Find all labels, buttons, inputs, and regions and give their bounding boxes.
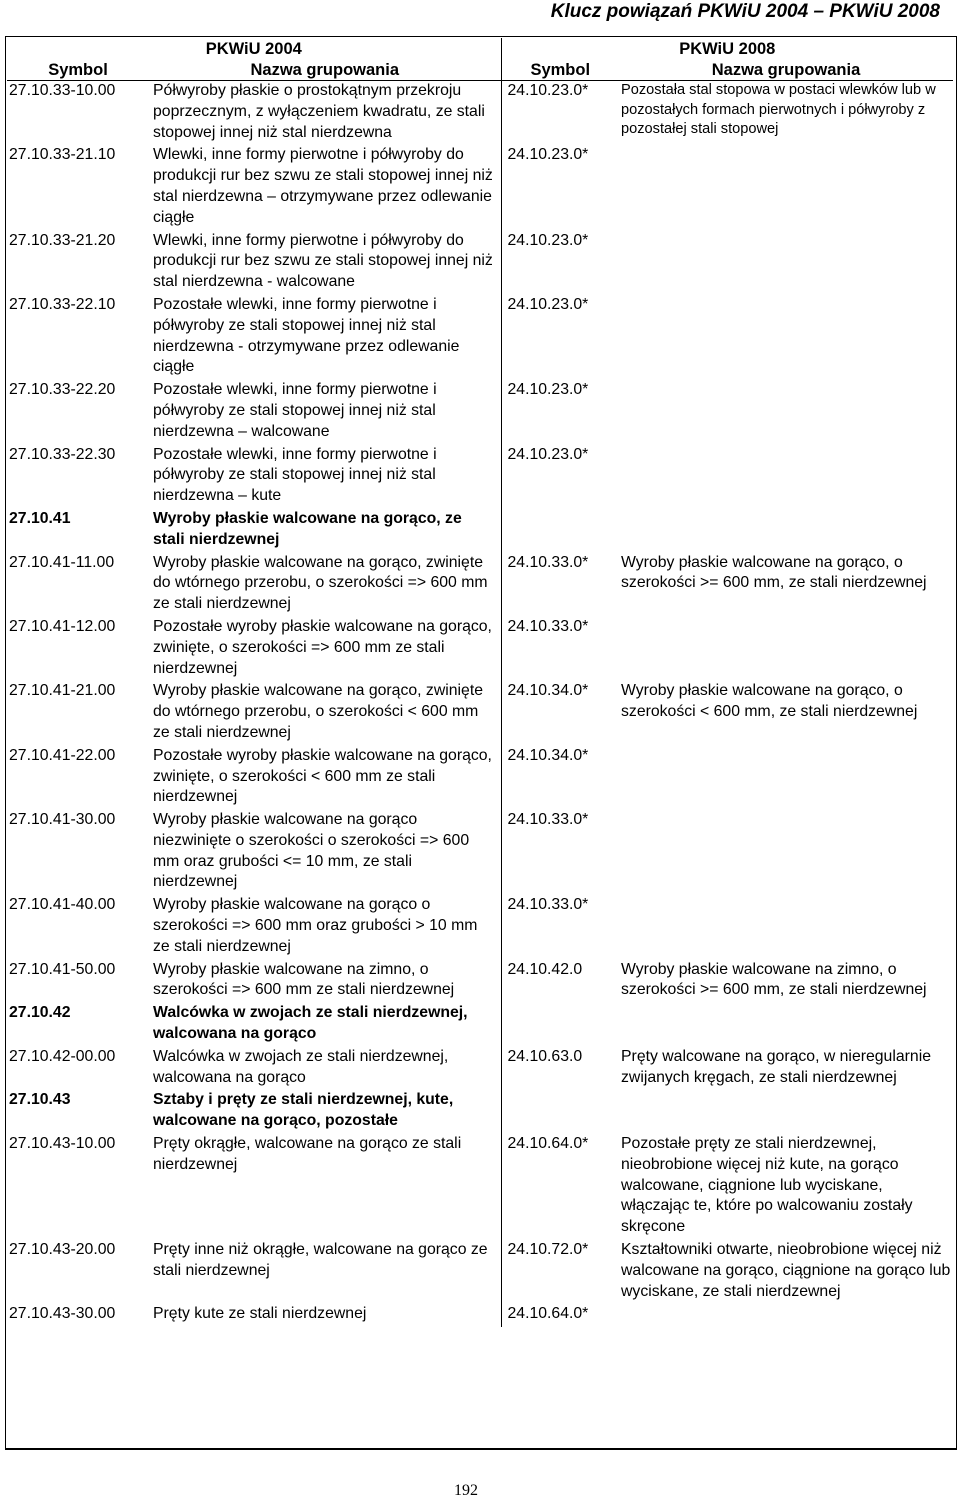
table-row bbox=[7, 509, 953, 553]
table-row bbox=[7, 553, 953, 617]
symbol-2004-cell: 27.10.42-00.00 bbox=[9, 1047, 116, 1065]
symbol-2004-cell: 27.10.41-11.00 bbox=[9, 553, 115, 571]
name-2008-cell bbox=[619, 380, 953, 444]
symbol-2004-cell: 27.10.43-10.00 bbox=[9, 1135, 116, 1153]
symbol-2004-cell: 27.10.33-22.30 bbox=[9, 445, 116, 463]
symbol-2008-cell: 24.10.23.0* bbox=[507, 445, 589, 463]
name-2004-cell: Wyroby płaskie walcowane na gorąco, ze stali nierdzewnej bbox=[149, 509, 501, 553]
header-symbol-2004: Symbol bbox=[7, 59, 149, 81]
name-2004-cell: Wyroby płaskie walcowane na gorąco o szerokości => 600 mm oraz grubości > 10 mm ze stali nierdzewnej bbox=[149, 895, 501, 959]
table-row bbox=[7, 380, 953, 444]
header-symbol-2008: Symbol bbox=[501, 59, 619, 81]
table-row bbox=[7, 1304, 953, 1327]
footer-rule bbox=[5, 1448, 957, 1449]
correspondence-table bbox=[7, 38, 953, 1327]
table-row bbox=[7, 895, 953, 959]
document-title: Klucz powiązań PKWiU 2004 – PKWiU 2008 bbox=[550, 1, 940, 22]
table-row bbox=[7, 960, 953, 1004]
name-2008-cell: Kształtowniki otwarte, nieobrobione więcej niż walcowane na gorąco, ciągnione na gorąco lub wyciskane, ze stali nierdzewnej bbox=[621, 1241, 951, 1300]
name-2004-cell: Wyroby płaskie walcowane na gorąco niezwinięte o szerokości o szerokości => 600 mm oraz grubości <= 10 mm, ze stali nierdzewnej bbox=[149, 810, 501, 895]
symbol-2008-cell: 24.10.64.0* bbox=[507, 1135, 589, 1153]
symbol-2004-cell: 27.10.33-22.20 bbox=[9, 381, 116, 399]
table-row bbox=[7, 1047, 953, 1091]
symbol-2008-cell bbox=[501, 1090, 619, 1134]
symbol-2008-cell: 24.10.42.0 bbox=[507, 960, 583, 978]
table-row bbox=[7, 295, 953, 380]
name-2004-cell: Wyroby płaskie walcowane na gorąco, zwinięte do wtórnego przerobu, o szerokości => 600 mm ze stali nierdzewnej bbox=[149, 553, 501, 617]
name-2008-cell bbox=[619, 746, 953, 810]
symbol-2008-cell: 24.10.23.0* bbox=[507, 381, 589, 399]
name-2004-cell: Pozostałe wlewki, inne formy pierwotne i półwyroby ze stali stopowej innej niż stal nierdzewna – walcowane bbox=[149, 380, 501, 444]
table-row bbox=[7, 1003, 953, 1047]
name-2004-cell: Wyroby płaskie walcowane na gorąco, zwinięte do wtórnego przerobu, o szerokości < 600 mm ze stali nierdzewnej bbox=[149, 681, 501, 745]
name-2004-cell: Pręty okrągłe, walcowane na gorąco ze stali nierdzewnej bbox=[149, 1134, 501, 1240]
name-2004-cell: Wlewki, inne formy pierwotne i półwyroby do produkcji rur bez szwu ze stali stopowej innej niż stal nierdzewna – otrzymywane przez odlewanie ciągłe bbox=[149, 145, 501, 230]
name-2008-cell bbox=[619, 445, 953, 509]
header-pkwiu-2008: PKWiU 2008 bbox=[679, 39, 776, 58]
symbol-2008-cell: 24.10.33.0* bbox=[507, 811, 589, 829]
table-row bbox=[7, 617, 953, 681]
symbol-2008-cell: 24.10.33.0* bbox=[507, 617, 589, 635]
symbol-2004-cell: 27.10.33-22.10 bbox=[9, 295, 116, 313]
name-2004-cell: Sztaby i pręty ze stali nierdzewnej, kute, walcowane na gorąco, pozostałe bbox=[149, 1090, 501, 1134]
name-2008-cell bbox=[619, 509, 953, 553]
name-2008-cell bbox=[619, 1003, 953, 1047]
symbol-2004-cell: 27.10.41 bbox=[9, 509, 71, 527]
symbol-2004-cell: 27.10.41-50.00 bbox=[9, 960, 116, 978]
header-name-2004: Nazwa grupowania bbox=[149, 59, 501, 81]
symbol-2008-cell: 24.10.63.0 bbox=[507, 1047, 583, 1065]
page-number: 192 bbox=[454, 1482, 478, 1499]
name-2004-cell: Półwyroby płaskie o prostokątnym przekroju poprzecznym, z wyłączeniem kwadratu, ze stali stopowej innej niż stal nierdzewna bbox=[149, 81, 501, 146]
symbol-2004-cell: 27.10.41-40.00 bbox=[9, 896, 116, 914]
symbol-2008-cell: 24.10.33.0* bbox=[507, 553, 589, 571]
symbol-2008-cell bbox=[501, 1003, 619, 1047]
name-2008-cell bbox=[619, 810, 953, 895]
name-2004-cell: Pręty inne niż okrągłe, walcowane na gorąco ze stali nierdzewnej bbox=[149, 1240, 501, 1304]
symbol-2008-cell: 24.10.23.0* bbox=[507, 146, 589, 164]
table-row bbox=[7, 81, 953, 146]
table-row bbox=[7, 1134, 953, 1240]
name-2008-cell: Pręty walcowane na gorąco, w nieregularnie zwijanych kręgach, ze stali nierdzewnej bbox=[621, 1047, 931, 1086]
symbol-2008-cell: 24.10.33.0* bbox=[507, 896, 589, 914]
name-2004-cell: Walcówka w zwojach ze stali nierdzewnej, walcowana na gorąco bbox=[149, 1047, 501, 1091]
name-2004-cell: Walcówka w zwojach ze stali nierdzewnej, walcowana na gorąco bbox=[149, 1003, 501, 1047]
name-2008-cell bbox=[619, 1304, 953, 1327]
name-2008-cell bbox=[619, 231, 953, 295]
table-row bbox=[7, 746, 953, 810]
symbol-2008-cell: 24.10.64.0* bbox=[507, 1305, 589, 1323]
table-row bbox=[7, 1240, 953, 1304]
name-2004-cell: Pozostałe wyroby płaskie walcowane na gorąco, zwinięte, o szerokości => 600 mm ze stali nierdzewnej bbox=[149, 617, 501, 681]
name-2008-cell bbox=[619, 295, 953, 380]
symbol-2008-cell: 24.10.23.0* bbox=[507, 82, 589, 99]
symbol-2008-cell: 24.10.23.0* bbox=[507, 231, 589, 249]
name-2008-cell bbox=[619, 1090, 953, 1134]
name-2004-cell: Pozostałe wlewki, inne formy pierwotne i półwyroby ze stali stopowej innej niż stal nierdzewna - otrzymywane przez odlewanie ciągłe bbox=[149, 295, 501, 380]
name-2008-cell: Pozostała stal stopowa w postaci wlewków lub w pozostałych formach pierwotnych i półwyroby z pozostałej stali stopowej bbox=[621, 82, 936, 137]
symbol-2004-cell: 27.10.43 bbox=[9, 1091, 71, 1109]
symbol-2004-cell: 27.10.33-21.10 bbox=[9, 146, 116, 164]
symbol-2004-cell: 27.10.42 bbox=[9, 1004, 71, 1022]
symbol-2004-cell: 27.10.33-10.00 bbox=[9, 82, 116, 99]
name-2004-cell: Pozostałe wlewki, inne formy pierwotne i półwyroby ze stali stopowej innej niż stal nierdzewna – kute bbox=[149, 445, 501, 509]
table-row bbox=[7, 231, 953, 295]
name-2004-cell: Pręty kute ze stali nierdzewnej bbox=[149, 1304, 501, 1327]
name-2008-cell: Wyroby płaskie walcowane na gorąco, o szerokości >= 600 mm, ze stali nierdzewnej bbox=[621, 553, 927, 592]
name-2004-cell: Wlewki, inne formy pierwotne i półwyroby do produkcji rur bez szwu ze stali stopowej innej niż stal nierdzewna - walcowane bbox=[149, 231, 501, 295]
name-2008-cell: Pozostałe pręty ze stali nierdzewnej, nieobrobione więcej niż kute, na gorąco walcowane, ciągnione lub wyciskane, włączając te, które po walcowaniu zostały skręcone bbox=[621, 1135, 913, 1236]
table-body bbox=[7, 81, 953, 1328]
name-2008-cell: Wyroby płaskie walcowane na zimno, o szerokości >= 600 mm, ze stali nierdzewnej bbox=[621, 960, 927, 999]
table-row bbox=[7, 445, 953, 509]
table-row bbox=[7, 681, 953, 745]
name-2008-cell: Wyroby płaskie walcowane na gorąco, o szerokości < 600 mm, ze stali nierdzewnej bbox=[621, 682, 918, 721]
symbol-2004-cell: 27.10.43-20.00 bbox=[9, 1241, 116, 1259]
table-row bbox=[7, 1090, 953, 1134]
symbol-2004-cell: 27.10.41-12.00 bbox=[9, 617, 116, 635]
symbol-2008-cell: 24.10.34.0* bbox=[507, 682, 589, 700]
name-2008-cell bbox=[619, 145, 953, 230]
symbol-2004-cell: 27.10.41-22.00 bbox=[9, 746, 116, 764]
name-2004-cell: Wyroby płaskie walcowane na zimno, o szerokości => 600 mm ze stali nierdzewnej bbox=[149, 960, 501, 1004]
header-pkwiu-2004: PKWiU 2004 bbox=[7, 38, 501, 59]
symbol-2008-cell: 24.10.23.0* bbox=[507, 295, 589, 313]
symbol-2008-cell bbox=[501, 509, 619, 553]
symbol-2004-cell: 27.10.43-30.00 bbox=[9, 1305, 116, 1323]
name-2004-cell: Pozostałe wyroby płaskie walcowane na gorąco, zwinięte, o szerokości < 600 mm ze stali nierdzewnej bbox=[149, 746, 501, 810]
symbol-2004-cell: 27.10.41-30.00 bbox=[9, 811, 116, 829]
table-row bbox=[7, 810, 953, 895]
symbol-2008-cell: 24.10.34.0* bbox=[507, 746, 589, 764]
symbol-2008-cell: 24.10.72.0* bbox=[507, 1241, 589, 1259]
name-2008-cell bbox=[619, 617, 953, 681]
header-name-2008: Nazwa grupowania bbox=[619, 59, 953, 81]
symbol-2004-cell: 27.10.41-21.00 bbox=[9, 682, 116, 700]
symbol-2004-cell: 27.10.33-21.20 bbox=[9, 231, 116, 249]
name-2008-cell bbox=[619, 895, 953, 959]
table-row bbox=[7, 145, 953, 230]
